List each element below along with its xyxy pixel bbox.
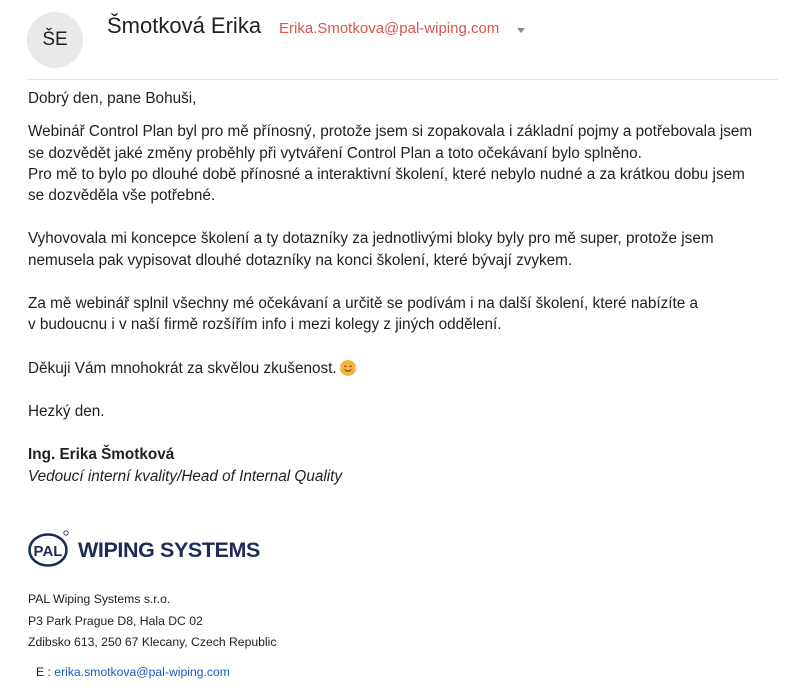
- paragraph-1-line-3: Pro mě to bylo po dlouhé době přínosné a interaktivní školení, které nebylo nudné a za krátkou dobu jsem: [28, 165, 745, 183]
- header-divider: [27, 79, 778, 80]
- chevron-down-icon[interactable]: [517, 28, 525, 33]
- address-line-1: P3 Park Prague D8, Hala DC 02: [28, 613, 203, 628]
- logo-text: WIPING SYSTEMS: [78, 538, 260, 562]
- pal-logo-icon: [28, 528, 72, 568]
- thanks-line: [28, 358, 788, 379]
- address-line-2: Zdibsko 613, 250 67 Klecany, Czech Republic: [28, 635, 277, 649]
- avatar[interactable]: ŠE: [27, 12, 83, 68]
- paragraph-1-line-4: se dozvěděla vše potřebné.: [28, 187, 216, 205]
- company-name: PAL Wiping Systems s.r.o.: [28, 592, 171, 606]
- signature-email-link[interactable]: erika.smotkova@pal-wiping.com: [54, 665, 230, 679]
- paragraph-1-line-2: se dozvědět jaké změny proběhly při vytváření Control Plan a toto očekávaní bylo splněno.: [28, 144, 642, 162]
- signature-name: Ing. Erika Šmotková: [28, 446, 175, 464]
- paragraph-1-line-1: Webinář Control Plan byl pro mě přínosný, protože jsem si zopakovala i základní pojmy a potřebovala jsem: [28, 123, 753, 141]
- thanks-text: Děkuji Vám mnohokrát za skvělou zkušenost.: [28, 359, 337, 377]
- paragraph-2-line-1: Vyhovovala mi koncepce školení a ty dotazníky za jednotlivými bloky byly pro mě super, protože jsem: [28, 230, 714, 248]
- logo-mark-text: PAL: [33, 543, 63, 560]
- company-address: [28, 589, 276, 654]
- message-body: [28, 88, 788, 487]
- paragraph-2-line-2: nemusela pak vypisovat dlouhé dotazníky na konci školení, které bývají zvykem.: [28, 251, 573, 269]
- paragraph-3-line-1: Za mě webinář splnil všechny mé očekávaní a určitě se podívám i na další školení, které nabízíte a: [28, 295, 699, 313]
- email-label: E :: [36, 665, 55, 679]
- closing-line: Hezký den.: [28, 402, 105, 420]
- company-logo: [28, 528, 288, 568]
- email-header: [0, 0, 806, 80]
- greeting: Dobrý den, pane Bohuši,: [28, 90, 197, 107]
- signature-email-line: [36, 665, 230, 679]
- paragraph-3-line-2: v budoucnu i v naší firmě rozšířím info i mezi kolegy z jiných oddělení.: [28, 316, 502, 334]
- smiling-face-emoji-icon: [340, 360, 356, 376]
- sender-email[interactable]: Erika.Smotkova@pal-wiping.com: [279, 20, 500, 37]
- signature-title: Vedoucí interní kvality/Head of Internal Quality: [28, 467, 343, 485]
- sender-name[interactable]: Šmotková Erika: [107, 13, 262, 38]
